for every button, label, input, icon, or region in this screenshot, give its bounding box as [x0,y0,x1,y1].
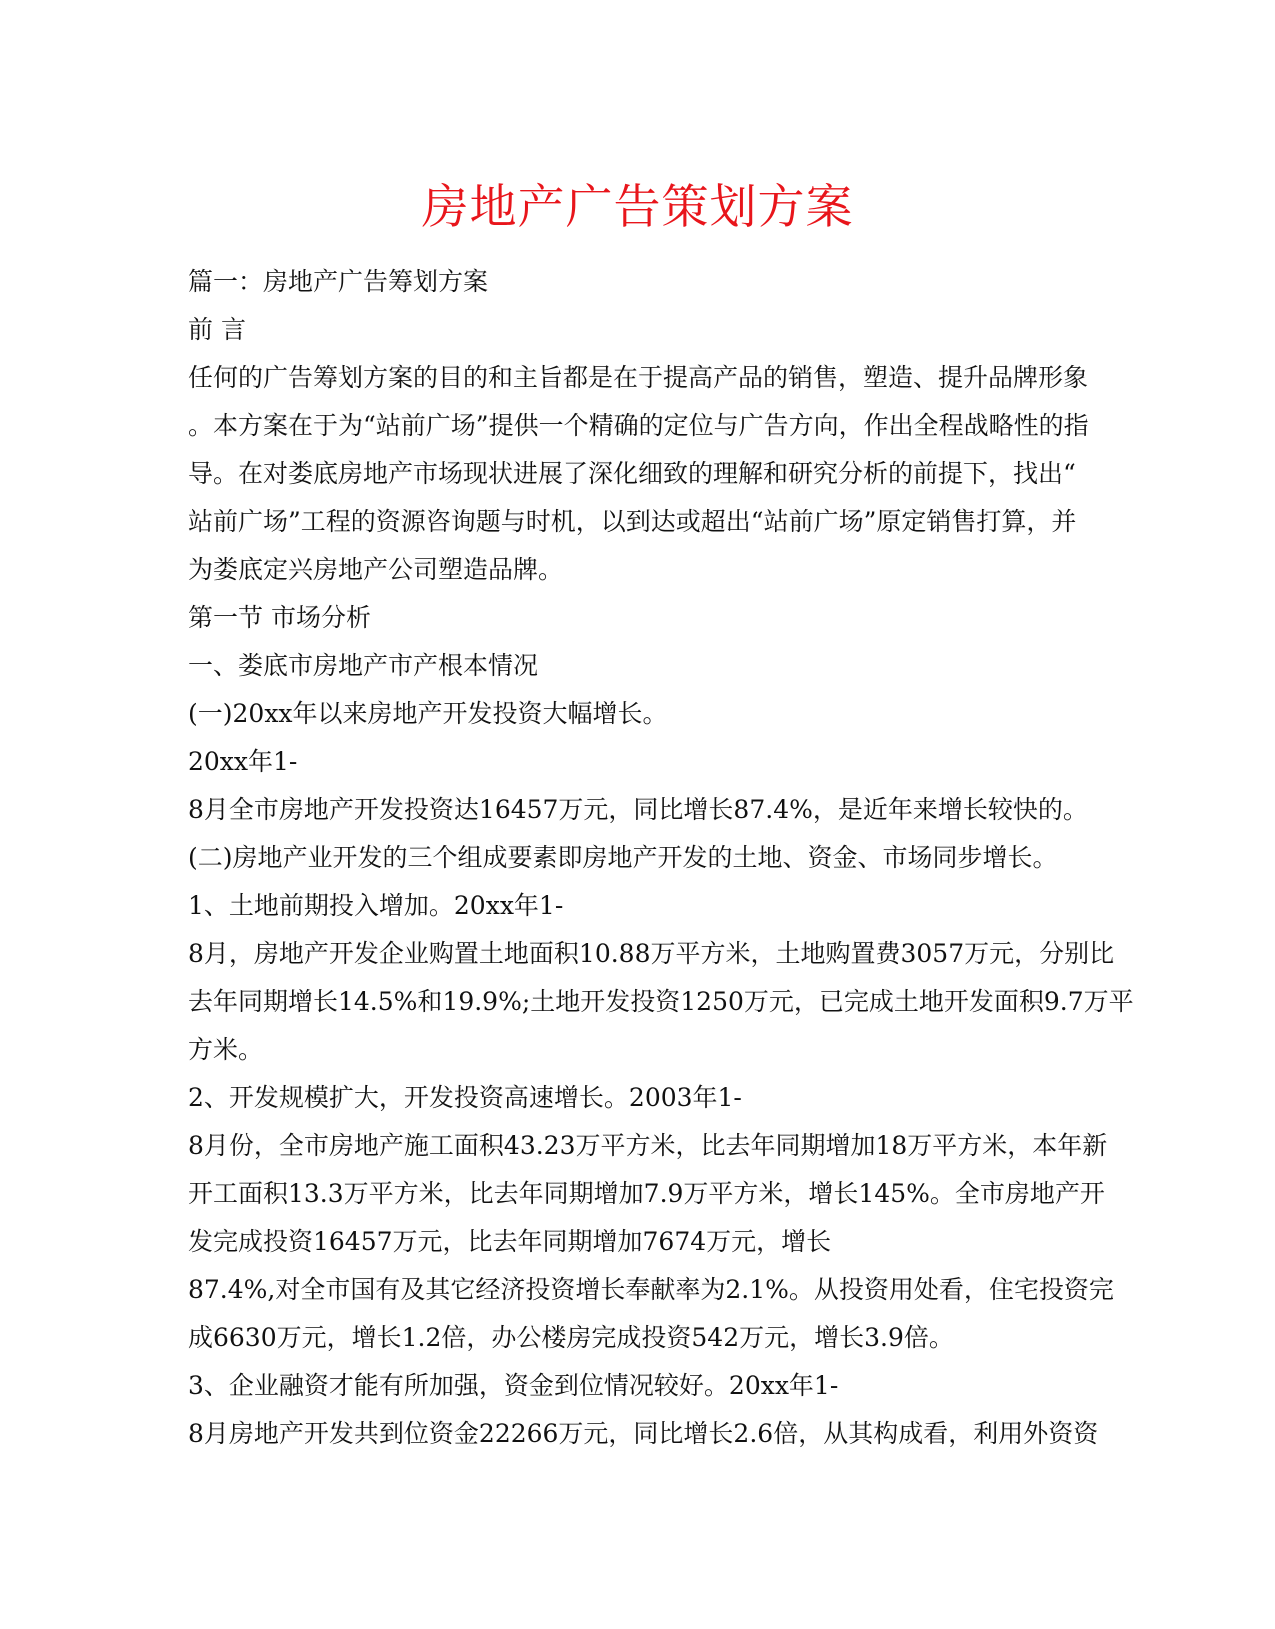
paragraph-line: 。本方案在于为“站前广场”提供一个精确的定位与广告方向，作出全程战略性的指 [188,411,1089,440]
document-title: 房地产广告策划方案 [421,180,854,235]
section-heading: 篇一：房地产广告筹划方案 [188,267,489,296]
paragraph-line: 3、企业融资才能有所加强，资金到位情况较好。20xx年1- [188,1371,839,1400]
paragraph-line: 1、土地前期投入增加。20xx年1- [188,891,564,920]
paragraph-line: 方米。 [188,1035,264,1064]
paragraph-line: 87.4%,对全市国有及其它经济投资增长奉献率为2.1%。从投资用处看，住宅投资完 [188,1275,1114,1304]
paragraph-line: 去年同期增长14.5%和19.9%;土地开发投资1250万元，已完成土地开发面积9.7万平 [188,987,1134,1016]
paragraph-line: 开工面积13.3万平方米，比去年同期增加7.9万平方米，增长145%。全市房地产开 [188,1179,1105,1208]
paragraph-line: 8月全市房地产开发投资达16457万元，同比增长87.4%，是近年来增长较快的。 [188,795,1088,824]
paragraph-line: 20xx年1- [188,747,298,776]
paragraph-line: 发完成投资16457万元，比去年同期增加7674万元，增长 [188,1227,832,1256]
paragraph-line: 2、开发规模扩大，开发投资高速增长。2003年1- [188,1083,742,1112]
document-body [188,258,1134,1458]
paragraph-line: 站前广场”工程的资源咨询题与时机，以到达或超出“站前广场”原定销售打算，并 [188,507,1077,536]
paragraph-line: (一)20xx年以来房地产开发投资大幅增长。 [188,699,668,728]
preface-heading: 前 言 [188,315,246,344]
paragraph-line: 成6630万元，增长1.2倍，办公楼房完成投资542万元，增长3.9倍。 [188,1323,954,1352]
paragraph-line: 8月份，全市房地产施工面积43.23万平方米，比去年同期增加18万平方米，本年新 [188,1131,1108,1160]
paragraph-line: 为娄底定兴房地产公司塑造品牌。 [188,555,564,584]
paragraph-line: 8月房地产开发共到位资金22266万元，同比增长2.6倍，从其构成看，利用外资资 [188,1419,1099,1448]
paragraph-line: (二)房地产业开发的三个组成要素即房地产开发的土地、资金、市场同步增长。 [188,843,1058,872]
subsection-heading: 一、娄底市房地产市产根本情况 [188,651,539,680]
paragraph-line: 导。在对娄底房地产市场现状进展了深化细致的理解和研究分析的前提下，找出“ [188,459,1076,488]
chapter-heading: 第一节 市场分析 [188,603,371,632]
paragraph-line: 任何的广告筹划方案的目的和主旨都是在于提高产品的销售，塑造、提升品牌形象 [188,363,1089,392]
paragraph-line: 8月，房地产开发企业购置土地面积10.88万平方米，土地购置费3057万元，分别比 [188,939,1115,968]
